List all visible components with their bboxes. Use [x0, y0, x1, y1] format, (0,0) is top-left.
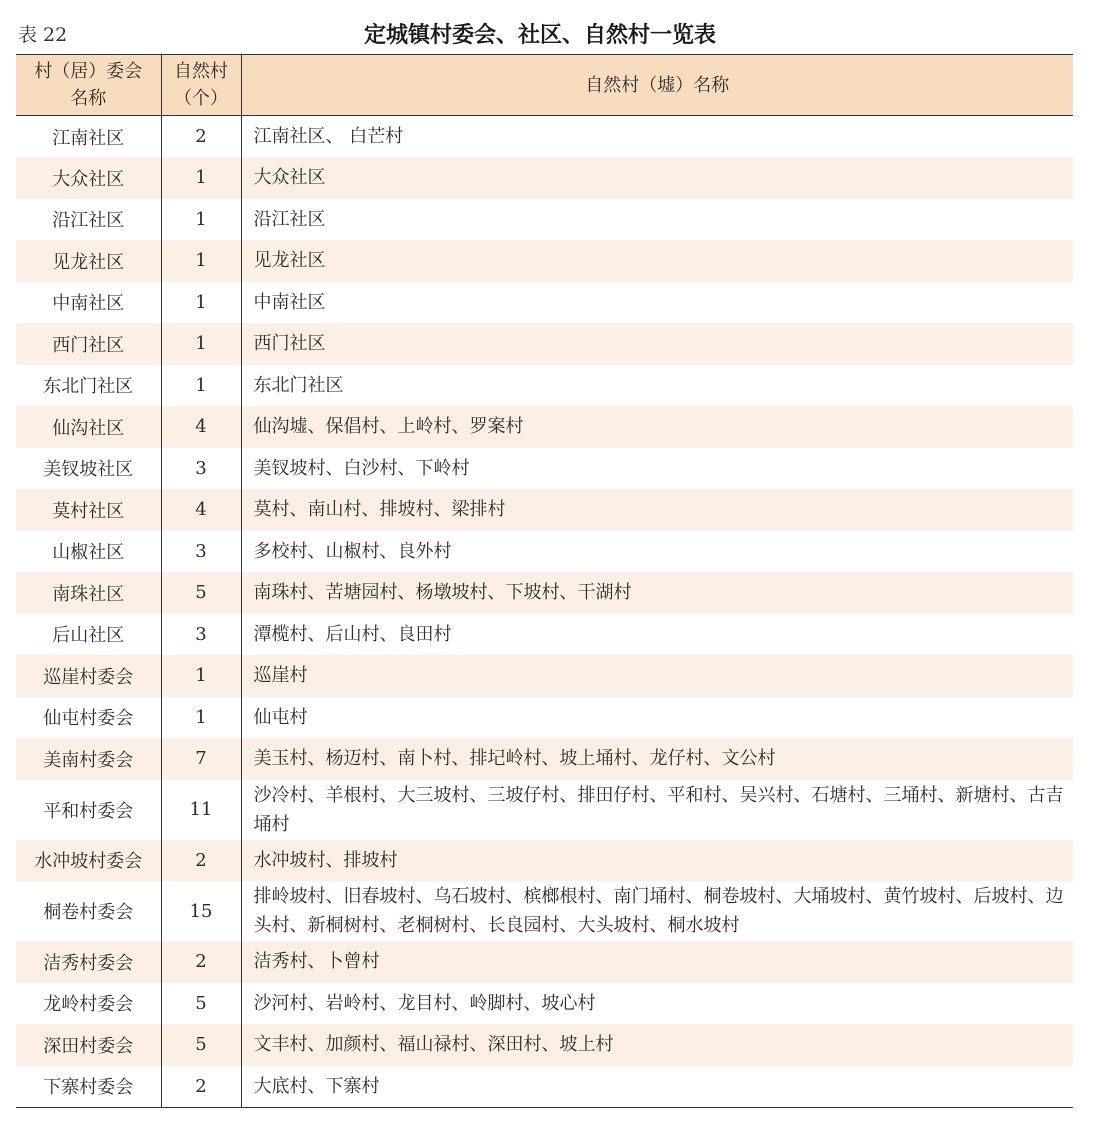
village-names-cell: 江南社区、 白芒村: [253, 126, 404, 147]
village-count-cell: 1: [161, 240, 241, 282]
table-row: [16, 448, 1073, 490]
committee-name-cell: 深田村委会: [16, 1024, 161, 1066]
village-count-cell: 7: [161, 738, 241, 780]
village-count-cell: 5: [161, 572, 241, 614]
committee-name-cell: 洁秀村委会: [16, 941, 161, 983]
village-table: [16, 54, 1073, 1108]
table-row: [16, 157, 1073, 199]
column-header-name-line1: 村（居）委会: [34, 61, 143, 82]
village-names-cell: 排岭坡村、旧春坡村、乌石坡村、槟榔根村、南门埇村、桐卷坡村、大埇坡村、黄竹坡村、后坡村、边头村、新桐树村、老桐树村、长良园村、大头坡村、桐水坡村: [253, 886, 1064, 936]
committee-name-cell: 莫村社区: [16, 489, 161, 531]
table-row: [16, 240, 1073, 282]
committee-name-cell: 仙屯村委会: [16, 697, 161, 739]
village-names-cell: 东北门社区: [253, 374, 344, 396]
committee-name-cell: 仙沟社区: [16, 406, 161, 448]
committee-name-cell: 龙岭村委会: [16, 983, 161, 1025]
table-body: [16, 116, 1073, 1108]
committee-name-cell: 中南社区: [16, 282, 161, 324]
committee-name-cell: 西门社区: [16, 323, 161, 365]
table-row: [16, 1024, 1073, 1066]
table-row: [16, 282, 1073, 324]
table-row: [16, 840, 1073, 882]
table-row: [16, 323, 1073, 365]
village-names-cell: 南珠村、苦塘园村、杨墩坡村、下坡村、干湖村: [253, 582, 632, 604]
table-header: [16, 55, 1073, 116]
village-count-cell: 3: [161, 531, 241, 573]
village-names-cell: 仙屯村: [253, 706, 308, 728]
table-row: [16, 489, 1073, 531]
committee-name-cell: 山椒社区: [16, 531, 161, 573]
village-count-cell: 3: [161, 448, 241, 490]
village-count-cell: 3: [161, 614, 241, 656]
committee-name-cell: 江南社区: [16, 116, 161, 158]
village-names-cell: 洁秀村、卜曾村: [253, 951, 380, 973]
village-count-cell: 1: [161, 199, 241, 241]
village-names-cell: 莫村、南山村、排坡村、梁排村: [253, 499, 506, 521]
village-count-cell: 5: [161, 1024, 241, 1066]
village-count-cell: 2: [161, 941, 241, 983]
table-row: [16, 697, 1073, 739]
page-title: 定城镇村委会、社区、自然村一览表: [363, 23, 716, 48]
committee-name-cell: 见龙社区: [16, 240, 161, 282]
village-names-cell: 大底村、下寨村: [253, 1075, 380, 1097]
village-names-cell: 沙河村、岩岭村、龙目村、岭脚村、坡心村: [253, 992, 596, 1014]
village-names-cell: 美钗坡村、白沙村、下岭村: [253, 457, 470, 479]
table-row: [16, 614, 1073, 656]
column-header-count-line2: （个）: [174, 88, 228, 109]
village-names-cell: 文丰村、加颜村、福山禄村、深田村、坡上村: [253, 1034, 614, 1056]
table-row: [16, 572, 1073, 614]
village-count-cell: 11: [161, 780, 241, 840]
village-count-cell: 1: [161, 282, 241, 324]
village-names-cell: 仙沟墟、保倡村、上岭村、罗案村: [253, 416, 524, 438]
village-names-cell: 美玉村、杨迈村、南卜村、排圮岭村、坡上埇村、龙仔村、文公村: [253, 748, 776, 770]
committee-name-cell: 下寨村委会: [16, 1066, 161, 1108]
village-names-cell: 大众社区: [253, 167, 326, 189]
committee-name-cell: 大众社区: [16, 157, 161, 199]
table-row: [16, 738, 1073, 780]
village-count-cell: 1: [161, 157, 241, 199]
column-header-village-count: [161, 55, 241, 116]
table-row: [16, 941, 1073, 983]
village-names-cell: 见龙社区: [253, 250, 326, 272]
committee-name-cell: 美南村委会: [16, 738, 161, 780]
committee-name-cell: 美钗坡社区: [16, 448, 161, 490]
committee-name-cell: 沿江社区: [16, 199, 161, 241]
table-row: [16, 881, 1073, 941]
village-names-cell: 多校村、山椒村、良外村: [253, 540, 452, 562]
village-names-cell: 沿江社区: [253, 208, 326, 230]
column-header-village-names: 自然村（墟）名称: [241, 55, 1073, 116]
table-row: [16, 116, 1073, 158]
committee-name-cell: 桐卷村委会: [16, 881, 161, 941]
committee-name-cell: 后山社区: [16, 614, 161, 656]
table-number-label: 表 22: [18, 24, 68, 46]
column-header-committee-name: [16, 55, 161, 116]
village-count-cell: 2: [161, 1066, 241, 1108]
village-count-cell: 1: [161, 697, 241, 739]
committee-name-cell: 水冲坡村委会: [16, 840, 161, 882]
table-row: [16, 199, 1073, 241]
village-names-cell: 潭榄村、后山村、良田村: [253, 623, 452, 645]
village-count-cell: 1: [161, 323, 241, 365]
village-count-cell: 4: [161, 489, 241, 531]
village-count-cell: 1: [161, 655, 241, 697]
committee-name-cell: 巡崖村委会: [16, 655, 161, 697]
village-names-cell: 沙冷村、羊根村、大三坡村、三坡仔村、排田仔村、平和村、吴兴村、石塘村、三埇村、新塘村、古吉埇村: [253, 784, 1064, 835]
table-row: [16, 1066, 1073, 1108]
column-header-count-line1: 自然村: [174, 61, 228, 82]
column-header-name-line2: 名称: [70, 88, 107, 109]
table-row: [16, 365, 1073, 407]
village-count-cell: 5: [161, 983, 241, 1025]
village-names-cell: 中南社区: [253, 291, 326, 313]
village-names-cell: 西门社区: [253, 333, 326, 355]
village-count-cell: 2: [161, 840, 241, 882]
village-count-cell: 4: [161, 406, 241, 448]
village-count-cell: 15: [161, 881, 241, 941]
table-row: [16, 531, 1073, 573]
table-row: [16, 983, 1073, 1025]
table-row: [16, 780, 1073, 840]
committee-name-cell: 南珠社区: [16, 572, 161, 614]
committee-name-cell: 东北门社区: [16, 365, 161, 407]
village-names-cell: 水冲坡村、排坡村: [253, 849, 398, 871]
table-row: [16, 655, 1073, 697]
village-count-cell: 1: [161, 365, 241, 407]
village-count-cell: 2: [161, 116, 241, 158]
committee-name-cell: 平和村委会: [16, 780, 161, 840]
village-names-cell: 巡崖村: [253, 665, 308, 687]
table-row: [16, 406, 1073, 448]
